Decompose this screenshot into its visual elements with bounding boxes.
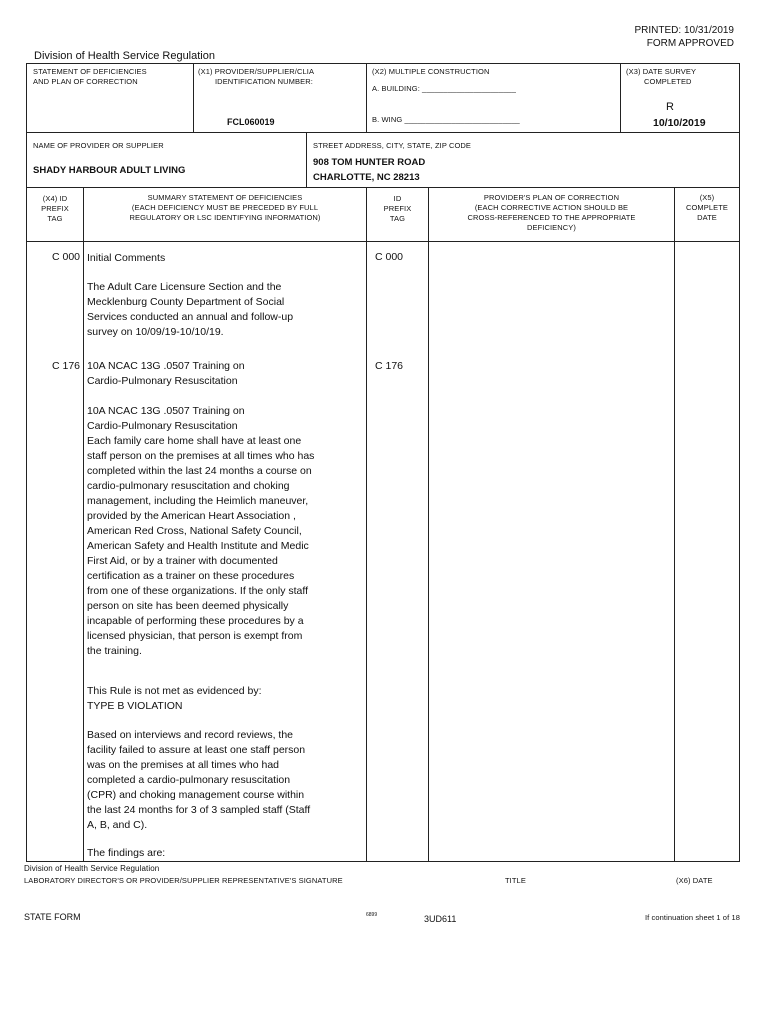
address-line-2: CHARLOTTE, NC 28213 xyxy=(313,172,420,183)
id-tag-c176: C 176 xyxy=(375,360,404,372)
plan-header: PROVIDER'S PLAN OF CORRECTION (EACH CORRECTIVE ACTION SHOULD BE CROSS-REFERENCED TO THE APPROPRIATE DEFICIENCY) xyxy=(467,193,636,232)
findings-summary-text: Based on interviews and record reviews, the facility failed to assure at least one staff person was on the premises at all times who had completed a cardio-pulmonary resuscitation (CPR) and choking management course within the last 24 months for 3 of 3 sampled staff (Staff A, B, and C). xyxy=(87,729,311,831)
form-approved: FORM APPROVED xyxy=(646,38,734,49)
survey-completed-date: 10/10/2019 xyxy=(653,117,706,129)
row-divider-1 xyxy=(26,132,740,133)
col-id-divider xyxy=(428,187,429,861)
provider-name-label: NAME OF PROVIDER OR SUPPLIER xyxy=(33,141,164,150)
division-title: Division of Health Service Regulation xyxy=(34,50,215,62)
event-id: 3UD611 xyxy=(424,914,457,924)
provider-name: SHADY HARBOUR ADULT LIVING xyxy=(33,165,186,176)
x3-label-1: (X3) DATE SURVEY xyxy=(626,67,697,76)
rule-not-met-text: This Rule is not met as evidenced by: TYPE B VIOLATION xyxy=(87,685,262,712)
initial-comments-title: Initial Comments xyxy=(87,252,166,264)
signature-label: LABORATORY DIRECTOR'S OR PROVIDER/SUPPLIER REPRESENTATIVE'S SIGNATURE xyxy=(24,876,343,885)
findings-are-text: The findings are: xyxy=(87,847,166,859)
x3-code: R xyxy=(666,101,674,113)
frame-bottom xyxy=(26,861,740,862)
summary-header: SUMMARY STATEMENT OF DEFICIENCIES (EACH DEFICIENCY MUST BE PRECEDED BY FULL REGULATORY OR LSC IDENTIFYING INFORMATION) xyxy=(129,193,321,222)
frame-right xyxy=(739,63,740,861)
divider-provider xyxy=(306,132,307,187)
form-code: 6899 xyxy=(366,912,378,918)
col-summary-divider xyxy=(366,187,367,861)
statement-label-1: STATEMENT OF DEFICIENCIES xyxy=(33,67,147,76)
col-plan-divider xyxy=(674,187,675,861)
x1-label-1: (X1) PROVIDER/SUPPLIER/CLIA xyxy=(198,67,315,76)
statement-label-2: AND PLAN OF CORRECTION xyxy=(33,77,138,86)
prefix-tag-c000: C 000 xyxy=(52,251,81,263)
c176-rule-text: 10A NCAC 13G .0507 Training on Cardio-Pulmonary Resuscitation Each family care home shall have at least one staff person on the premises at all times who has completed within the last 24 months a course on cardio-pulmonary resuscitation and choking management, including the Heimlich maneuver, provided by the American Heart Association , American Red Cross, National Safety Council, American Safety and Health Institute and Medic First Aid, or by a trainer with documented certification as a trainer on these procedures from one of these organizations. If the only staff person on site has been deemed physically incapable of performing these procedures by a licensed physician, that person is exempt from the training. xyxy=(87,405,315,657)
id-header: ID PREFIX TAG xyxy=(383,194,412,223)
x3-label-2: COMPLETED xyxy=(644,77,692,86)
divider-x2 xyxy=(366,63,367,132)
c176-title: 10A NCAC 13G .0507 Training on Cardio-Pulmonary Resuscitation xyxy=(87,360,245,387)
frame-top xyxy=(26,63,740,64)
x2-label: (X2) MULTIPLE CONSTRUCTION xyxy=(372,67,490,76)
continuation-sheet: If continuation sheet 1 of 18 xyxy=(644,913,740,922)
x5-header: (X5) COMPLETE DATE xyxy=(685,193,729,222)
divider-x1 xyxy=(193,63,194,132)
building-label: A. BUILDING: ______________________ xyxy=(372,84,517,93)
id-tag-c000: C 000 xyxy=(375,251,404,263)
col-x4-divider xyxy=(83,187,84,861)
wing-label: B. WING ___________________________ xyxy=(372,115,520,124)
state-form-label: STATE FORM xyxy=(24,912,81,922)
header-bottom-line xyxy=(26,241,740,242)
footer-division: Division of Health Service Regulation xyxy=(24,864,160,873)
printed-date: PRINTED: 10/31/2019 xyxy=(634,25,734,36)
row-divider-2 xyxy=(26,187,740,188)
x1-label-2: IDENTIFICATION NUMBER: xyxy=(215,77,313,86)
address-line-1: 908 TOM HUNTER ROAD xyxy=(313,157,426,168)
date-label: (X6) DATE xyxy=(676,876,713,885)
frame-left xyxy=(26,63,27,861)
title-label: TITLE xyxy=(505,876,526,885)
provider-id-number: FCL060019 xyxy=(227,117,275,127)
x4-header: (X4) ID PREFIX TAG xyxy=(41,194,69,223)
initial-comments-text: The Adult Care Licensure Section and the Mecklenburg County Department of Social Services conducted an annual and follow-up survey on 10/09/19-10/10/19. xyxy=(87,281,294,338)
prefix-tag-c176: C 176 xyxy=(52,360,81,372)
divider-x3 xyxy=(620,63,621,132)
address-label: STREET ADDRESS, CITY, STATE, ZIP CODE xyxy=(313,141,472,150)
